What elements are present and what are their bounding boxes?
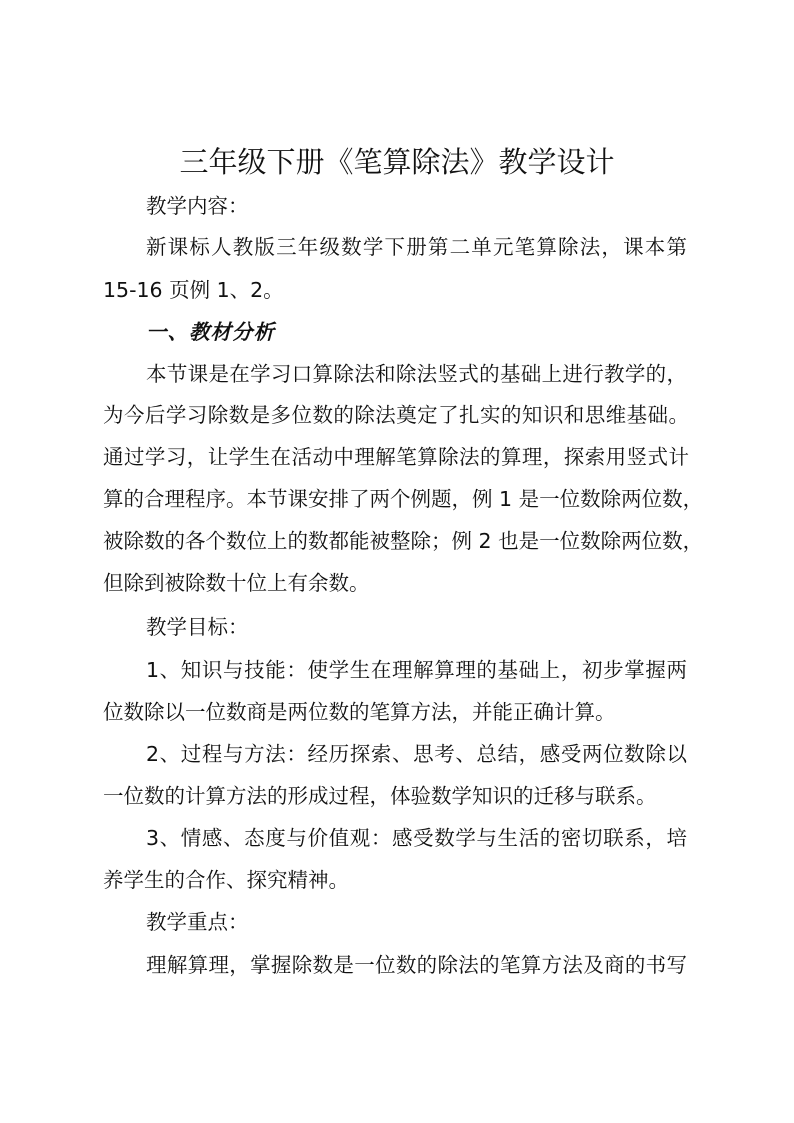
goal-2-line-1: 2、过程与方法：经历探索、思考、总结，感受两位数除以 <box>146 742 687 766</box>
content-line-1: 新课标人教版三年级数学下册第二单元笔算除法，课本第 <box>146 235 687 259</box>
goals-label: 教学目标： <box>146 615 249 639</box>
analysis-line-5: 被除数的各个数位上的数都能被整除；例 2 也是一位数除两位数， <box>103 529 704 553</box>
key-points-label: 教学重点： <box>146 910 249 934</box>
goal-1-line-2: 位数除以一位数商是两位数的笔算方法，并能正确计算。 <box>103 700 616 724</box>
key-points-line-1: 理解算理，掌握除数是一位数的除法的笔算方法及商的书写 <box>146 953 687 977</box>
goal-3-line-1: 3、情感、态度与价值观：感受数学与生活的密切联系，培 <box>146 826 687 850</box>
analysis-line-4: 算的合理程序。本节课安排了两个例题，例 1 是一位数除两位数， <box>103 487 704 511</box>
goal-1-line-1: 1、知识与技能：使学生在理解算理的基础上，初步掌握两 <box>146 658 687 682</box>
goal-2-line-2: 一位数的计算方法的形成过程，体验数学知识的迁移与联系。 <box>103 784 657 808</box>
content-label: 教学内容： <box>146 194 249 218</box>
section-heading-analysis: 一、教材分析 <box>146 320 275 344</box>
goal-3-line-2: 养学生的合作、探究精神。 <box>103 868 349 892</box>
analysis-line-3: 通过学习，让学生在活动中理解笔算除法的算理，探索用竖式计 <box>103 445 689 469</box>
document-title: 三年级下册《笔算除法》教学设计 <box>179 145 615 179</box>
analysis-line-6: 但除到被除数十位上有余数。 <box>103 571 370 595</box>
analysis-line-2: 为今后学习除数是多位数的除法奠定了扎实的知识和思维基础。 <box>103 403 689 427</box>
analysis-line-1: 本节课是在学习口算除法和除法竖式的基础上进行教学的， <box>146 362 687 386</box>
content-line-2: 15-16 页例 1、2。 <box>103 278 284 302</box>
